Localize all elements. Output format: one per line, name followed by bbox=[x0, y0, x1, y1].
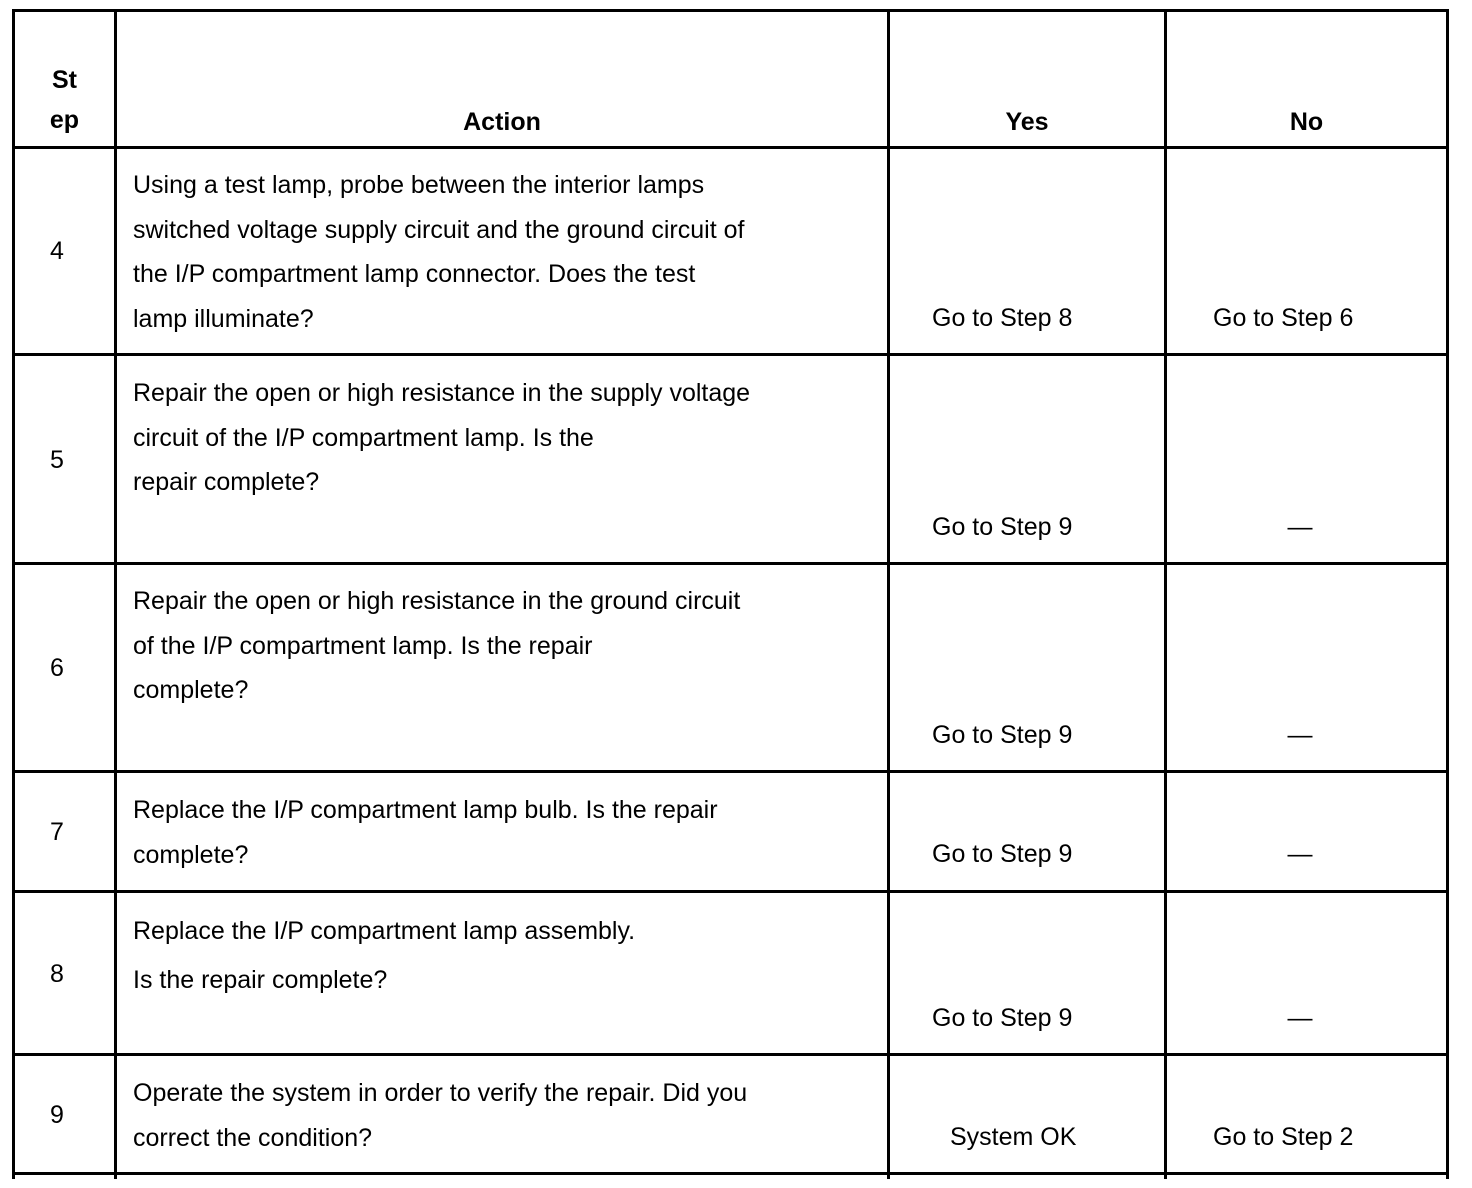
yes-outcome: Go to Step 9 bbox=[932, 721, 1073, 749]
grid-line bbox=[12, 9, 15, 1179]
step-number: 6 bbox=[50, 654, 64, 682]
grid-line bbox=[12, 890, 1449, 893]
step-number: 5 bbox=[50, 446, 64, 474]
no-outcome: — bbox=[1287, 840, 1313, 868]
header-action: Action bbox=[463, 108, 541, 136]
step-number: 4 bbox=[50, 237, 64, 265]
grid-line bbox=[12, 9, 1449, 12]
grid-line bbox=[12, 146, 1449, 149]
grid-line bbox=[114, 9, 117, 1179]
grid-line bbox=[12, 353, 1449, 356]
step-number: 7 bbox=[50, 818, 64, 846]
header-yes: Yes bbox=[1005, 108, 1049, 136]
header-step-line1: St bbox=[52, 66, 77, 94]
no-outcome: — bbox=[1287, 721, 1313, 749]
action-text: Replace the I/P compartment lamp assembly. Is the repair complete? bbox=[133, 917, 636, 994]
action-text: Operate the system in order to verify the repair. Did you correct the condition? bbox=[133, 1079, 748, 1152]
no-outcome: — bbox=[1287, 1004, 1313, 1032]
grid-line bbox=[12, 1172, 1449, 1175]
action-text: Repair the open or high resistance in the ground circuit of the I/P compartment lamp. Is the repair complete? bbox=[133, 587, 741, 704]
yes-outcome: System OK bbox=[950, 1123, 1077, 1151]
yes-outcome: Go to Step 9 bbox=[932, 1004, 1073, 1032]
step-number: 8 bbox=[50, 960, 64, 988]
grid-line bbox=[1164, 9, 1167, 1179]
step-number: 9 bbox=[50, 1101, 64, 1129]
grid-line bbox=[12, 1053, 1449, 1056]
yes-outcome: Go to Step 9 bbox=[932, 513, 1073, 541]
grid-line bbox=[887, 9, 890, 1179]
yes-outcome: Go to Step 8 bbox=[932, 304, 1073, 332]
grid-line bbox=[12, 770, 1449, 773]
action-text: Replace the I/P compartment lamp bulb. Is the repair complete? bbox=[133, 796, 718, 869]
action-text: Repair the open or high resistance in the supply voltage circuit of the I/P compartment lamp. Is the repair complete? bbox=[133, 379, 751, 496]
header-no: No bbox=[1289, 108, 1324, 136]
grid-line bbox=[12, 562, 1449, 565]
grid-line bbox=[1446, 9, 1449, 1179]
header-step bbox=[15, 60, 114, 140]
no-outcome: — bbox=[1287, 513, 1313, 541]
no-outcome: Go to Step 6 bbox=[1213, 304, 1354, 332]
yes-outcome: Go to Step 9 bbox=[932, 840, 1073, 868]
no-outcome: Go to Step 2 bbox=[1213, 1123, 1354, 1151]
header-step-line2: ep bbox=[49, 106, 80, 134]
action-text: Using a test lamp, probe between the interior lamps switched voltage supply circuit and the ground circuit of the I/P compartment lamp connector. Does the test lamp illuminate? bbox=[133, 171, 745, 333]
